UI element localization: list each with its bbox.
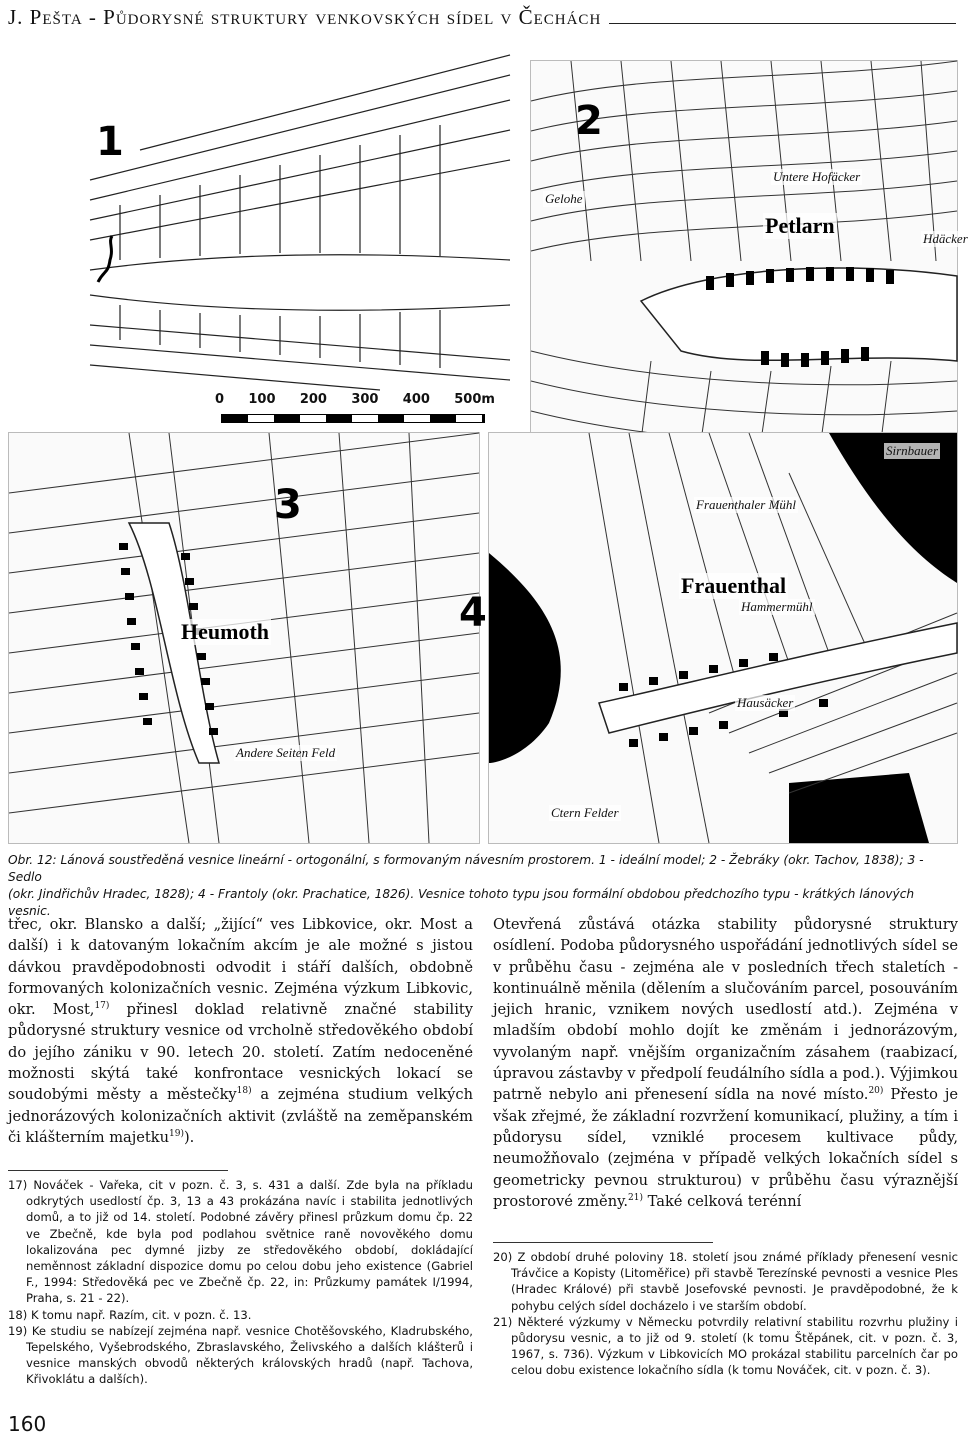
map-2-field-label-2: Gelohe — [545, 191, 583, 206]
running-head-title: J. Pešta - Půdorysné struktury venkovských sídel v Čechách — [8, 5, 602, 29]
caption-line-2: (okr. Jindřichův Hradec, 1828); 4 - Frantoly (okr. Prachatice, 1826). Vesnice tohoto typu jsou formální obdobou předchozího typu - krátkých lánových vesnic. — [8, 887, 915, 918]
map-4-number: 4 — [459, 590, 487, 636]
body-column-left — [8, 914, 473, 1148]
map-3-field-label-1: Andere Seiten Feld — [236, 745, 336, 760]
map-4-field-label-3: Sirnbauer — [886, 443, 938, 458]
scale-ticks — [215, 392, 495, 410]
map-4-field-label-2: Ctern Felder — [551, 805, 619, 820]
body-text: a zejména studium velkých jednorázových kolonizačních aktivit (zvláště na zeměpanském či klášterním majetku — [8, 1086, 474, 1146]
map-2-placename: Petlarn — [765, 213, 835, 238]
map-2-field-label-3: Hdäcker — [923, 231, 968, 246]
figure-caption — [8, 852, 956, 920]
map-4-hammer-label: Hammermühl — [741, 599, 813, 614]
footnote-17: 17) Nováček - Vařeka, cit v pozn. č. 3, s. 431 a další. Zde byla na příkladu odkrytých usedlostí čp. 3, 13 a 43 prokázána navíc i stabilita jednotlivých domů, a to již od 14. století. Podobné závěry přinesl průzkum domu čp. 22 ve Zbečně, kde byla pod podlahou světnice raně novověkého domu lokalizována pec dymné jizby ze středověkého období, dokládající neměnnost základní dispozice domu po celou dobu jeho existence (Gabriel F., 1994: Středověká pec ve Zbečně čp. 22, in: Průzkumy památek I/1994, Praha, s. 21 - 22). — [8, 1178, 473, 1306]
footnote-ref: 18) — [236, 1086, 252, 1097]
scale-bar-graphic — [221, 414, 485, 423]
footnote-ref: 20) — [868, 1086, 884, 1097]
body-text: Otevřená zůstává otázka stability půdorysné struktury osídlení. Podoba půdorysného uspořádání jednotlivých sídel se v průběhu času - zejména ale v posledních třech staletích - kontinuálně měnila (dělením a slučováním parcel, posouváním jejich hranic, vznikem nových usedlostí atd.). Zejména v mladším období mohlo dojít ke změnám i jednorázovým, vyvolaným např. vnějším organizačním zásahem (raabizací, úpravou zástavby v předpolí feudálního sídla a pod.). Výjimkou patrně nebylo ani přenesení sídla na nové místo. — [493, 916, 958, 1104]
body-text: přinesl doklad relativně značné stability půdorysné struktury vesnice od vrcholně středověkého období do jejího zániku v 90. letech 20. století. Zatím nedoceněné možnosti skýtá také konfrontace vesnických lokací se soudobými městy a městečky — [8, 1001, 473, 1104]
map-4-mill-label: Frauenthaler Mühl — [696, 497, 797, 512]
body-left-paragraph — [8, 914, 473, 1148]
map-4-placename: Frauenthal — [681, 573, 787, 598]
running-head — [8, 2, 956, 30]
map-2-number: 2 — [575, 98, 603, 144]
map-3-placename: Heumoth — [181, 619, 269, 644]
page-number: 160 — [8, 1412, 47, 1436]
map-4-field-label-1: Hausäcker — [737, 695, 794, 710]
map-2-zebraky — [530, 60, 968, 442]
scale-tick: 100 — [248, 392, 276, 407]
footnote-rule — [8, 1170, 228, 1171]
scale-tick: 200 — [299, 392, 327, 407]
map-1-ideal-model — [80, 60, 520, 380]
running-head-rule — [609, 23, 956, 24]
map-1-number: 1 — [96, 119, 124, 165]
footnote-19: 19) Ke studiu se nabízejí zejména např. vesnice Chotěšovského, Kladrubského, Tepelského, Vyšebrodského, Zbraslavského, Želivského a dalších klášterů i vesnice manských obvodů některých královských hradů (např. Tachova, Křivoklátu a dalších). — [8, 1323, 473, 1387]
footnote-18: 18) K tomu např. Razím, cit. v pozn. č. 13. — [8, 1307, 252, 1322]
body-text: ). — [183, 1128, 195, 1146]
scale-bar — [215, 392, 515, 434]
footnote-ref: 21) — [628, 1193, 644, 1203]
figure-12 — [0, 32, 968, 844]
footnotes-right — [493, 1232, 958, 1379]
map-1-drawing — [80, 60, 520, 380]
scale-tick: 0 — [215, 392, 225, 407]
map-3-number: 3 — [274, 482, 302, 528]
caption-line-1: Obr. 12: Lánová soustředěná vesnice lineární - ortogonální, s formovaným návesním prostorem. 1 - ideální model; 2 - Žebráky (okr. Tachov, 1838); 3 - Sedlo — [8, 853, 924, 884]
body-column-right — [493, 914, 958, 1212]
footnote-21: 21) Některé výzkumy v Německu potvrdily relativní stabilitu rozvrhu plužiny i půdorysu vesnic, a to již od 9. století (k tomu Štěpánek, cit. v pozn. č. 3, 1967, s. 736). Výzkum v Libkovicích MO prokázal stabilitu parcelních čar po celou dobu existence lokačního sídla (k tomu Nováček, cit. v pozn. č. 3). — [493, 1314, 958, 1378]
scale-tick: 400 — [402, 392, 430, 407]
map-4-frantoly — [459, 432, 958, 844]
body-text: třec, okr. Blansko a další; „žijící“ ves Libkovice, okr. Most a další) i k datovaným lokačním akcím je ale možné s jistou dávkou pravděpodobnosti odvodit i stáří dalších, obdobně formovaných kolonizačních vesnic. Zejména výzkum Libkovic, okr. Most, — [8, 916, 473, 1019]
footnote-20: 20) Z období druhé poloviny 18. století jsou známé příklady přenesení vesnic Trávčice a Kopisty (Litoměřice) při stavbě Terezínské pevnosti a vesnice Ples (Hradec Králové) při stavbě Josefovské pevnosti. Je pravděpodobné, že k pohybu celých sídel docházelo i ve starším období. — [493, 1250, 958, 1313]
footnote-ref: 17) — [94, 1001, 110, 1012]
footnote-rule — [493, 1242, 713, 1243]
scale-tick: 500m — [454, 392, 495, 407]
map-2-field-label-1: Untere Hofäcker — [773, 169, 861, 184]
map-4-drawing — [489, 433, 957, 843]
map-3-sedlo — [8, 432, 480, 844]
body-right-paragraph — [493, 914, 958, 1212]
body-text: Přesto je však zřejmé, že základní rozvržení komunikací, plužiny, a tím i půdorysu sídel, vzniklé procesem kultivace půdy, neumožňovalo (zejména v případě velkých lokačních sídel s geometricky pevnou strukturou) v průběhu času výraznější prostorové změny. — [493, 1086, 958, 1210]
scale-tick: 300 — [351, 392, 379, 407]
footnotes-left — [8, 1160, 473, 1388]
footnote-ref: 19) — [169, 1129, 184, 1140]
body-text: Také celková terénní — [643, 1192, 802, 1210]
